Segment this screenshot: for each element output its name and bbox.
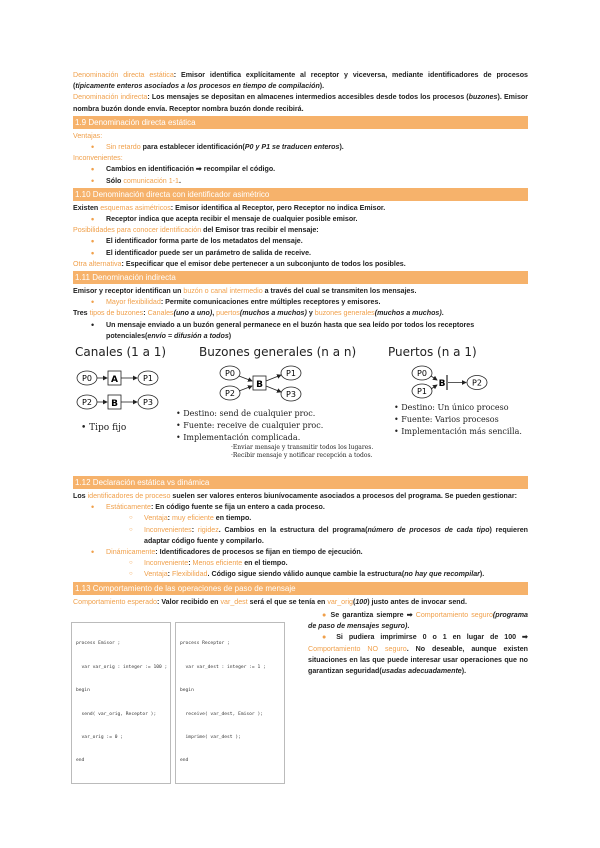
node-label: P0 bbox=[82, 374, 92, 384]
text: : Identificadores de procesos se fijan en tiempo de ejecución. bbox=[155, 548, 363, 557]
text-italic: (muchos a muchos) bbox=[374, 309, 442, 318]
code-line: end bbox=[180, 758, 189, 764]
code-line: var var_orig : integer := 100 ; bbox=[76, 664, 168, 670]
text: ). bbox=[339, 143, 344, 152]
term: Estáticamente bbox=[106, 503, 151, 512]
text-italic: usadas adecuadamente bbox=[381, 666, 462, 675]
text: ( bbox=[352, 597, 356, 606]
behaviour-notes bbox=[308, 610, 528, 677]
code-receptor bbox=[175, 622, 285, 784]
text: : bbox=[191, 525, 198, 534]
bullet: ● bbox=[322, 633, 331, 642]
text: suelen ser valores enteros biunívocamente asociados a procesos del programa. Se pueden gestionar: bbox=[170, 492, 517, 501]
term: puertos bbox=[216, 309, 240, 318]
node-label: P2 bbox=[472, 378, 482, 388]
code-var: var_dest bbox=[220, 597, 248, 606]
text: Emisor y receptor identifican un bbox=[73, 287, 184, 296]
term: buzón o canal intermedio bbox=[183, 287, 263, 296]
section-heading-1-9: 1.9 Denominación directa estática bbox=[73, 116, 528, 129]
section-heading-1-13: 1.13 Comportamiento de las operaciones de paso de mensaje bbox=[73, 582, 528, 595]
code-line: receive( var_dest, Emisor ); bbox=[180, 711, 263, 717]
text-italic: (muchos a muchos) bbox=[239, 309, 307, 318]
edge bbox=[239, 376, 252, 381]
term: buzones generales bbox=[314, 309, 375, 318]
canales-title: Canales (1 a 1) bbox=[75, 345, 167, 360]
term: Inconvenientes bbox=[144, 525, 192, 534]
text: : bbox=[143, 309, 148, 318]
code-line: begin bbox=[76, 688, 90, 694]
puertos-note-3: • Implementación más sencilla. bbox=[394, 427, 522, 437]
text: : Valor recibido en bbox=[157, 597, 221, 606]
term: Comportamiento esperado bbox=[73, 597, 157, 606]
paragraph bbox=[73, 286, 528, 297]
code-var: var_orig bbox=[327, 597, 353, 606]
text-italic: (uno a uno) bbox=[173, 309, 213, 318]
term: Otra alternativa bbox=[73, 259, 122, 268]
term: Menos eficiente bbox=[192, 559, 243, 568]
buzones-graph bbox=[220, 366, 301, 401]
text: ). Emisor nombra buzón donde envía. Receptor nombra buzón donde recibirá. bbox=[73, 93, 528, 113]
term: Denominación directa estática bbox=[73, 71, 174, 79]
text: en el tiempo. bbox=[242, 559, 288, 568]
text: : Emisor identifica al Receptor, pero Receptor no indica Emisor. bbox=[170, 203, 386, 212]
list-item: • El identificador forma parte de los metadatos del mensaje. bbox=[73, 236, 528, 247]
sub-list-item bbox=[73, 569, 528, 580]
text: Ventajas bbox=[73, 131, 101, 140]
buzones-note-4: ·Enviar mensaje y transmitir todos los lugares. bbox=[231, 444, 374, 452]
inconvenientes-label: Inconvenientes: bbox=[73, 154, 123, 163]
buzones-note-1: • Destino: send de cualquier proc. bbox=[176, 409, 316, 419]
term: Comportamiento seguro bbox=[415, 610, 493, 619]
term: Posibilidades para conocer identificación bbox=[73, 226, 202, 235]
term: rigidez bbox=[197, 525, 219, 534]
text: . No deseable, aunque existen situaciones en las que puede interesar usar operaciones que no garantizan seguridad( bbox=[308, 644, 528, 675]
list-item bbox=[73, 547, 528, 558]
node-label: P3 bbox=[286, 390, 296, 400]
text: en tiempo. bbox=[213, 514, 252, 523]
text-italic: 100 bbox=[355, 597, 368, 606]
term: comunicación 1-1 bbox=[123, 176, 179, 185]
list-item: • Receptor indica que acepta recibir el mensaje de cualquier posible emisor. bbox=[73, 214, 528, 225]
text: Un mensaje enviado a un buzón general permanece en el buzón hasta que sea leído por todos los receptores potenciales( bbox=[106, 320, 475, 340]
page-content bbox=[73, 70, 528, 764]
text: y bbox=[306, 309, 315, 318]
node-label: P1 bbox=[286, 369, 296, 379]
text: . bbox=[441, 309, 444, 318]
term: Flexibilidad bbox=[172, 570, 208, 579]
paragraph bbox=[73, 491, 528, 502]
intro-direct-static bbox=[73, 70, 528, 92]
mailbox-label: A bbox=[111, 375, 118, 386]
buzones-note-3: • Implementación complicada. bbox=[176, 433, 301, 443]
term: Comportamiento NO seguro bbox=[308, 644, 407, 653]
node-label: P0 bbox=[417, 369, 427, 379]
code-line: var var_dest : integer := 1 ; bbox=[180, 664, 266, 670]
buzones-title: Buzones generales (n a n) bbox=[199, 345, 357, 360]
text: ) bbox=[228, 331, 232, 340]
paragraph bbox=[73, 259, 528, 270]
code-line: process Emisor ; bbox=[76, 641, 121, 647]
text: : En código fuente se fija un entero a cada proceso. bbox=[150, 503, 325, 512]
sub-list-item bbox=[73, 513, 528, 524]
text: del Emisor tras recibir el mensaje: bbox=[201, 226, 319, 235]
text: Sólo bbox=[106, 176, 124, 185]
puertos-title: Puertos (n a 1) bbox=[388, 345, 477, 360]
intro-indirect bbox=[73, 92, 528, 114]
edge bbox=[431, 385, 437, 389]
text-italic: envío = difusión a todos bbox=[147, 331, 229, 340]
text: Se garantiza siempre ➡ bbox=[330, 610, 416, 619]
text: ) requieren adaptar código fuente y compilarlo. bbox=[144, 525, 528, 545]
edge bbox=[431, 376, 437, 380]
term: Ventaja bbox=[144, 570, 168, 579]
section-heading-1-12: 1.12 Declaración estática vs dinámica bbox=[73, 476, 528, 489]
buzones-note-5: ·Recibir mensaje y notificar recepción a todos. bbox=[231, 452, 373, 460]
term: esquemas asimétricos bbox=[100, 203, 171, 212]
edge bbox=[239, 386, 252, 391]
text: : Los mensajes se depositan en almacenes intermedios accesibles desde todos los procesos ( bbox=[147, 93, 469, 102]
text: : bbox=[167, 514, 173, 523]
mailbox-label: B bbox=[111, 399, 118, 410]
text: . Código sigue siendo válido aunque cambie la estructura( bbox=[207, 570, 405, 579]
code-line: begin bbox=[180, 688, 194, 694]
code-line: imprime( var_dest ); bbox=[180, 735, 241, 741]
text-italic: no hay que recompilar bbox=[404, 570, 480, 579]
text: Inconvenientes bbox=[73, 154, 121, 163]
list-item bbox=[73, 502, 528, 513]
node-label: P0 bbox=[225, 369, 235, 379]
edge bbox=[266, 386, 281, 392]
puertos-graph bbox=[412, 366, 487, 398]
paragraph bbox=[73, 203, 528, 214]
sub-list-item bbox=[73, 558, 528, 569]
text: . bbox=[407, 622, 410, 631]
term: tipos de buzones bbox=[89, 309, 144, 318]
text: . Cambios en la estructura del programa( bbox=[218, 525, 368, 534]
puertos-note-1: • Destino: Un único proceso bbox=[394, 403, 509, 413]
text: Existen bbox=[73, 203, 101, 212]
mailbox-types-diagram bbox=[73, 345, 528, 475]
list-item bbox=[73, 297, 528, 308]
code-and-notes bbox=[73, 608, 528, 764]
node-label: P2 bbox=[225, 389, 235, 399]
term: Sin retardo bbox=[106, 143, 141, 152]
text: : bbox=[167, 570, 173, 579]
list-item bbox=[73, 176, 528, 187]
text: ). bbox=[319, 82, 325, 91]
text: a través del cual se transmiten los mensajes. bbox=[262, 287, 417, 296]
mailbox-label: B bbox=[256, 380, 263, 391]
buzones-note-2: • Fuente: receive de cualquier proc. bbox=[176, 421, 324, 431]
bullet: ● bbox=[322, 610, 328, 619]
node-label: P3 bbox=[143, 398, 153, 408]
text: . bbox=[178, 176, 181, 185]
text-italic: típicamente enteros asociados a los procesos en tiempo de compilación bbox=[75, 82, 320, 91]
code-line: send( var_orig, Receptor ); bbox=[76, 711, 157, 717]
code-emisor bbox=[71, 622, 171, 784]
ventajas-label: Ventajas: bbox=[73, 131, 103, 140]
text: : bbox=[188, 559, 193, 568]
text: Si pudiera imprimirse 0 o 1 en lugar de 100 ➡ bbox=[336, 633, 528, 642]
text: ) justo antes de invocar send. bbox=[367, 597, 467, 606]
term: Ventaja bbox=[144, 514, 168, 523]
paragraph bbox=[73, 225, 528, 236]
node-label: P1 bbox=[143, 374, 153, 384]
canales-graph bbox=[77, 371, 158, 409]
edge bbox=[266, 375, 281, 381]
term: Canales bbox=[147, 309, 174, 318]
text: Los bbox=[73, 492, 88, 501]
list-item: • Cambios en identificación ➡ recompilar el código. bbox=[73, 164, 528, 175]
text-italic: buzones bbox=[468, 93, 498, 102]
text: : Especificar que el emisor debe pertenecer a un subconjunto de todos los posibles. bbox=[121, 259, 406, 268]
note-safe bbox=[308, 610, 528, 632]
list-item bbox=[73, 142, 528, 153]
text: ). bbox=[479, 570, 485, 579]
node-label: P2 bbox=[82, 398, 92, 408]
text: ). bbox=[461, 666, 467, 675]
text: : Permite comunicaciones entre múltiples receptores y emisores. bbox=[160, 298, 381, 307]
section-heading-1-10: 1.10 Denominación directa con identificador asimétrico bbox=[73, 188, 528, 201]
text: Tres bbox=[73, 309, 90, 318]
term: Dinámicamente bbox=[106, 548, 156, 557]
term: Denominación indirecta bbox=[73, 93, 148, 102]
paragraph bbox=[73, 597, 528, 608]
text: , bbox=[212, 309, 217, 318]
term: Inconveniente bbox=[144, 559, 189, 568]
text-italic: número de procesos de cada tipo bbox=[367, 525, 490, 534]
term: identificadores de proceso bbox=[87, 492, 171, 501]
list-item bbox=[73, 320, 528, 342]
text-italic: (programa de paso de mensajes seguro) bbox=[308, 610, 528, 631]
term: muy eficiente bbox=[172, 514, 214, 523]
term: Mayor flexibilidad bbox=[106, 298, 161, 307]
canales-note: • Tipo fijo bbox=[81, 423, 127, 434]
paragraph bbox=[73, 308, 528, 319]
puertos-note-2: • Fuente: Varios procesos bbox=[394, 415, 499, 425]
text: será el que se tenía en bbox=[247, 597, 328, 606]
code-line: process Receptor ; bbox=[180, 641, 230, 647]
sub-list-item bbox=[73, 525, 528, 547]
text-italic: P0 y P1 se traducen enteros bbox=[244, 143, 340, 152]
code-line: end bbox=[76, 758, 85, 764]
note-unsafe bbox=[308, 632, 528, 677]
section-heading-1-11: 1.11 Denominación indirecta bbox=[73, 271, 528, 284]
text: : Emisor identifica explícitamente al receptor y viceversa, mediante identificadores de procesos ( bbox=[73, 71, 528, 91]
node-label: P1 bbox=[417, 387, 427, 397]
port-label: B bbox=[438, 379, 446, 390]
code-line: var_orig := 0 ; bbox=[76, 735, 124, 741]
list-item: • El identificador puede ser un parámetro de salida de receive. bbox=[73, 248, 528, 259]
text: para establecer identificación( bbox=[140, 143, 245, 152]
